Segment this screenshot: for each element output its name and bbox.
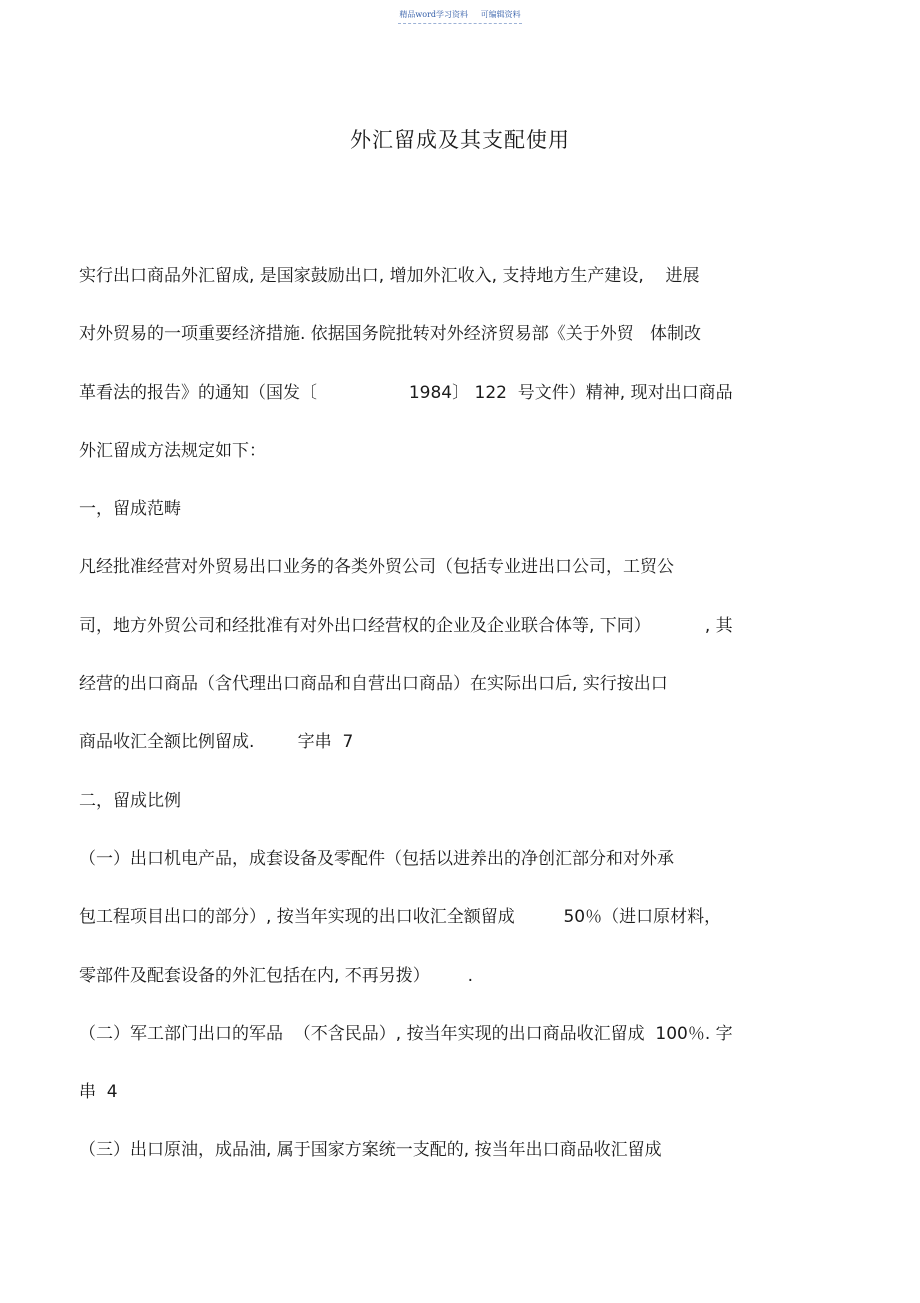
body-line: （一）出口机电产品，成套设备及零配件（包括以进养出的净创汇部分和对外承 xyxy=(79,848,674,869)
body-line: 凡经批准经营对外贸易出口业务的各类外贸公司（包括专业进出口公司，工贸公 xyxy=(79,557,674,578)
header-divider xyxy=(398,23,522,24)
section-heading-scope: 一，留成范畴 xyxy=(79,499,181,520)
header-left-note: 精品word学习资料 xyxy=(399,10,469,19)
document-body xyxy=(79,260,849,1193)
document-title: 外汇留成及其支配使用 xyxy=(350,128,570,152)
body-line: 对外贸易的一项重要经济措施. 依据国务院批转对外经济贸易部《关于外贸 体制改 xyxy=(79,324,702,345)
body-line: （二）军工部门出口的军品 （不含民品）, 按当年实现的出口商品收汇留成 100％. 字 xyxy=(79,1023,733,1044)
page-header-note xyxy=(0,9,920,20)
body-line: 外汇留成方法规定如下： xyxy=(79,440,266,461)
body-line: 革看法的报告》的通知（国发〔 1984〕 122 号文件）精神, 现对出口商品 xyxy=(79,382,733,403)
body-line: 司，地方外贸公司和经批准有对外出口经营权的企业及企业联合体等, 下同） , 其 xyxy=(79,615,733,636)
body-line: 实行出口商品外汇留成, 是国家鼓励出口, 增加外汇收入, 支持地方生产建设, 进展 xyxy=(79,266,700,286)
body-line: 商品收汇全额比例留成. 字串 7 xyxy=(79,732,354,753)
body-line: （三）出口原油，成品油, 属于国家方案统一支配的, 按当年出口商品收汇留成 xyxy=(79,1140,662,1161)
header-right-note: 可编辑资料 xyxy=(480,10,521,19)
body-line: 零部件及配套设备的外汇包括在内, 不再另拨） . xyxy=(79,965,474,986)
body-line: 包工程项目出口的部分）, 按当年实现的出口收汇全额留成 50％（进口原材料， xyxy=(79,907,722,928)
body-line: 串 4 xyxy=(79,1082,118,1103)
body-line: 经营的出口商品（含代理出口商品和自营出口商品）在实际出口后, 实行按出口 xyxy=(79,674,668,695)
section-heading-ratio: 二，留成比例 xyxy=(79,790,181,811)
